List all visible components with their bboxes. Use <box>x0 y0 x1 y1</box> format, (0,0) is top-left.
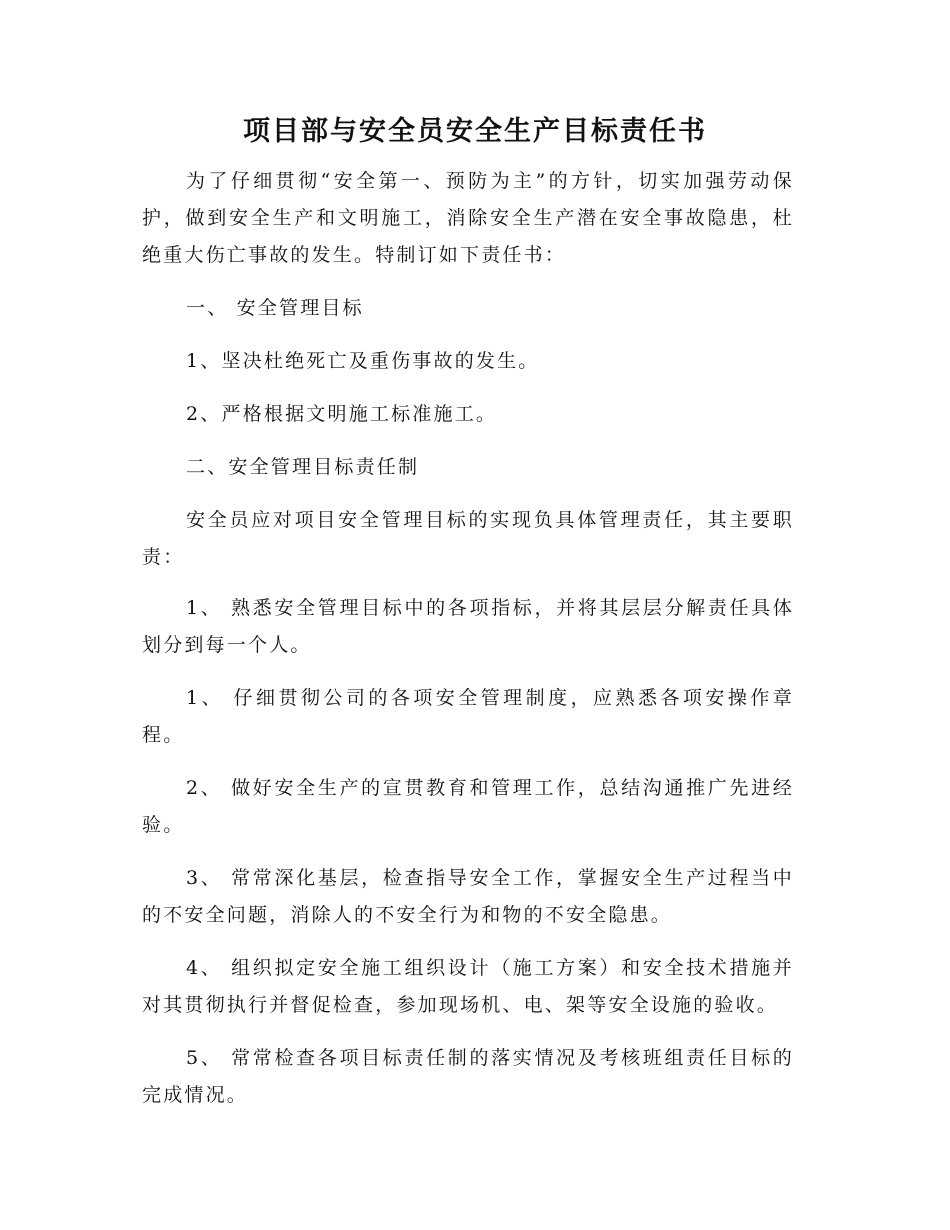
section-1-heading: 一、 安全管理目标 <box>186 297 364 319</box>
duty-item: 3、 常常深化基层，检查指导安全工作，掌握安全生产过程当中的不安全问题，消除人的不安全行为和物的不安全隐患。 <box>142 867 794 926</box>
duty-item: 1、 仔细贯彻公司的各项安全管理制度，应熟悉各项安操作章程。 <box>142 687 794 746</box>
section-2-intro: 安全员应对项目安全管理目标的实现负具体管理责任，其主要职责： <box>142 509 794 568</box>
document-title: 项目部与安全员安全生产目标责任书 <box>243 116 707 147</box>
duty-item: 2、 做好安全生产的宣贯教育和管理工作，总结沟通推广先进经验。 <box>142 777 794 836</box>
section-1-item-2: 2、严格根据文明施工标准施工。 <box>186 403 498 425</box>
section-2-heading: 二、安全管理目标责任制 <box>186 456 420 478</box>
section-1-item-1: 1、坚决杜绝死亡及重伤事故的发生。 <box>186 350 540 372</box>
duty-item: 1、 熟悉安全管理目标中的各项指标，并将其层层分解责任具体划分到每一个人。 <box>142 597 794 656</box>
duty-item: 5、 常常检查各项目标责任制的落实情况及考核班组责任目标的完成情况。 <box>142 1047 794 1106</box>
intro-paragraph: 为了仔细贯彻“安全第一、预防为主”的方针，切实加强劳动保护，做到安全生产和文明施工，消除安全生产潜在安全事故隐患，杜绝重大伤亡事故的发生。特制订如下责任书： <box>142 170 794 266</box>
duty-item: 4、 组织拟定安全施工组织设计（施工方案）和安全技术措施并对其贯彻执行并督促检查，参加现场机、电、架等安全设施的验收。 <box>142 957 794 1016</box>
